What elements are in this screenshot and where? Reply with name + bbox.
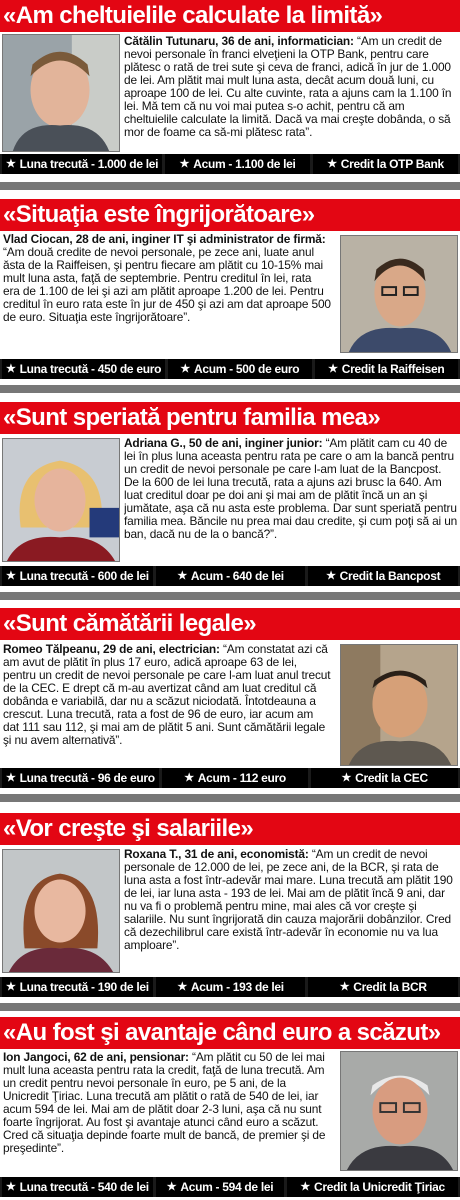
divider [0, 794, 460, 802]
portrait-photo [2, 849, 120, 973]
quote-text: “Am plătit cu 50 de lei mai mult luna aceasta pentru rata la credit, faţă de luna trecută. Am un credit pentru nevoi personale în euro, pe 5 ani, de la Unicredit Ţiriac. Luna trecută am plătit o rată de 540 de lei, iar acum 594 de lei. Mai am de plătit doar 2-3 luni, aşa că nu sunt foarte îngrijorat. Au fost şi avantaje atunci când euro a scăzut. Cred că situaţia depinde foarte mult de bancă, de premier şi de preşedinte”. [3, 1051, 326, 1155]
info-now: ★ Acum - 500 de euro [168, 359, 311, 379]
star-icon: ★ [341, 772, 352, 784]
author-line: Adriana G., 50 de ani, inginer junior: [124, 437, 323, 450]
portrait-photo [2, 438, 120, 562]
quote-text: “Am un credit de nevoi personale în franci elveţieni la OTP Bank, pentru care plătesc o rată de trei sute şi ceva de franci, adică în jur de 1.000 de lei. Am plătit mai mult luna asta, decât acum două luni, cu aproape 100 de lei. Cu alte cuvinte, rata a ajuns cam la 1.100 în lei. Mă tem că nu voi mai putea s-o achit, pentru că am cheltuielile calculate la limită. Dacă va mai creşte dobânda, o să mor de foame ca să-mi plătesc rata”. [124, 35, 452, 139]
info-bank: ★ Credit la Unicredit Ţiriac [287, 1177, 458, 1197]
star-icon: ★ [179, 158, 190, 170]
quote-text: “Am două credite de nevoi personale, pe zece ani, luate anul ăsta de la Raiffeisen, şi pentru fiecare am plătit cu 10-15% mai mult luna asta, faţă de septembrie. Pentru creditul în lei, rata era de 1.100 de lei şi azi am plătit aproape 1.200 de lei. Pentru creditul în euro rata este în jur de 450 şi azi am dat aproape 500 de euro. Situaţia este îngrijorătoare”. [3, 245, 331, 324]
portrait-photo [340, 1051, 458, 1171]
star-icon: ★ [6, 363, 16, 375]
story-text [3, 643, 331, 769]
star-icon: ★ [326, 570, 336, 582]
info-last-month: ★ Luna trecută - 540 de lei [2, 1177, 153, 1197]
headline: «Vor creşte şi salariile» [0, 813, 460, 845]
info-now: ★ Acum - 1.100 de lei [165, 154, 310, 174]
story-text [3, 233, 331, 353]
info-last-month: ★ Luna trecută - 190 de lei [2, 977, 153, 997]
info-now: ★ Acum - 594 de lei [156, 1177, 285, 1197]
star-icon: ★ [177, 570, 187, 582]
info-bank: ★ Credit la Bancpost [308, 566, 458, 586]
headline: «Am cheltuielile calculate la limită» [0, 0, 460, 32]
headline: «Sunt cămătării legale» [0, 608, 460, 640]
star-icon: ★ [184, 772, 194, 784]
story-6 [0, 1017, 460, 1200]
star-icon: ★ [6, 772, 16, 784]
story-4 [0, 608, 460, 794]
info-last-month: ★ Luna trecută - 600 de lei [2, 566, 153, 586]
star-icon: ★ [6, 981, 16, 993]
author-line: Romeo Tălpeanu, 29 de ani, electrician: [3, 643, 220, 656]
info-now: ★ Acum - 193 de lei [156, 977, 306, 997]
star-icon: ★ [177, 981, 187, 993]
info-bar [0, 152, 460, 174]
star-icon: ★ [339, 981, 350, 993]
star-icon: ★ [327, 158, 337, 170]
quote-text: “Am un credit de nevoi personale de 12.000 de lei, pe zece ani, de la BCR, şi rata de luna asta a fost într-adevăr mai mare. Luna trecută am plătit 190 de lei, iar luna asta - 193 de lei. Mai am de plătit încă 9 ani, dar nu va fi o problemă pentru mine, mai ales că vor creşte şi salariile. Nu sunt îngrijorată din cauza majorării dobânzilor. Cred că dezechilibrul care există într-adevăr în economie nu va lua amploare”. [124, 848, 453, 952]
divider [0, 592, 460, 600]
star-icon: ★ [6, 158, 16, 170]
divider [0, 182, 460, 190]
info-last-month: ★ Luna trecută - 96 de euro [2, 768, 159, 788]
story-1 [0, 0, 460, 182]
info-bar [0, 1175, 460, 1197]
story-text [124, 437, 458, 565]
quote-text: “Am plătit cam cu 40 de lei în plus luna aceasta pentru rata pe care o am la bancă pentru un credit de nevoi personale pe care l-am luat de la Bancpost. De la 600 de lei luna trecută, rata a ajuns azi brusc la 640. Am luat creditul doar pe doi ani şi mai am de plătit încă un an şi jumătate, aşa că nu asta este problema. Dar sunt speriată pentru familia mea. Băncile nu prea mai dau credite, şi cum poţi să ai un ban, dacă nu de la o bancă?”. [124, 437, 458, 541]
author-line: Roxana T., 31 de ani, economistă: [124, 848, 309, 861]
info-now: ★ Acum - 112 euro [162, 768, 309, 788]
story-text [124, 35, 458, 153]
portrait-photo [2, 34, 120, 152]
info-bar [0, 766, 460, 788]
info-bank: ★ Credit la OTP Bank [313, 154, 458, 174]
star-icon: ★ [6, 1181, 16, 1193]
quote-text: “Am constatat azi că am avut de plătit în plus 17 euro, adică aproape 63 de lei, pentru un credit de nevoi personale pe care l-am luat anul trecut de la CEC. E drept că m-au avertizat când am luat creditul că dobânda e variabilă, dar nu a scăzut niciodată. Întotdeauna a crescut. Luna trecută, rata a fost de 96 de euro, iar acum am dat 111 sau 112, şi mai am de plătit 5 ani. Sunt cămătării legale şi nu avem alternativă”. [3, 643, 331, 747]
info-last-month: ★ Luna trecută - 1.000 de lei [2, 154, 162, 174]
story-2 [0, 199, 460, 381]
headline: «Au fost şi avantaje când euro a scăzut» [0, 1017, 460, 1049]
story-text [3, 1051, 331, 1175]
star-icon: ★ [166, 1181, 177, 1193]
info-bar [0, 564, 460, 586]
info-last-month: ★ Luna trecută - 450 de euro [2, 359, 165, 379]
story-5 [0, 813, 460, 999]
info-bank: ★ Credit la Raiffeisen [315, 359, 458, 379]
star-icon: ★ [180, 363, 190, 375]
portrait-photo [340, 235, 458, 353]
portrait-photo [340, 644, 458, 766]
info-bank: ★ Credit la CEC [311, 768, 458, 788]
divider [0, 385, 460, 393]
author-line: Cătălin Tutunaru, 36 de ani, informatician: [124, 35, 354, 48]
star-icon: ★ [328, 363, 338, 375]
story-text [124, 848, 458, 976]
info-now: ★ Acum - 640 de lei [156, 566, 306, 586]
info-bar [0, 975, 460, 997]
divider [0, 1003, 460, 1011]
author-line: Vlad Ciocan, 28 de ani, inginer IT şi administrator de firmă: [3, 233, 326, 246]
story-3 [0, 402, 460, 590]
star-icon: ★ [300, 1181, 310, 1193]
star-icon: ★ [6, 570, 16, 582]
author-line: Ion Jangoci, 62 de ani, pensionar: [3, 1051, 189, 1064]
headline: «Situaţia este îngrijorătoare» [0, 199, 460, 231]
headline: «Sunt speriată pentru familia mea» [0, 402, 460, 434]
info-bank: ★ Credit la BCR [308, 977, 458, 997]
info-bar [0, 357, 460, 379]
